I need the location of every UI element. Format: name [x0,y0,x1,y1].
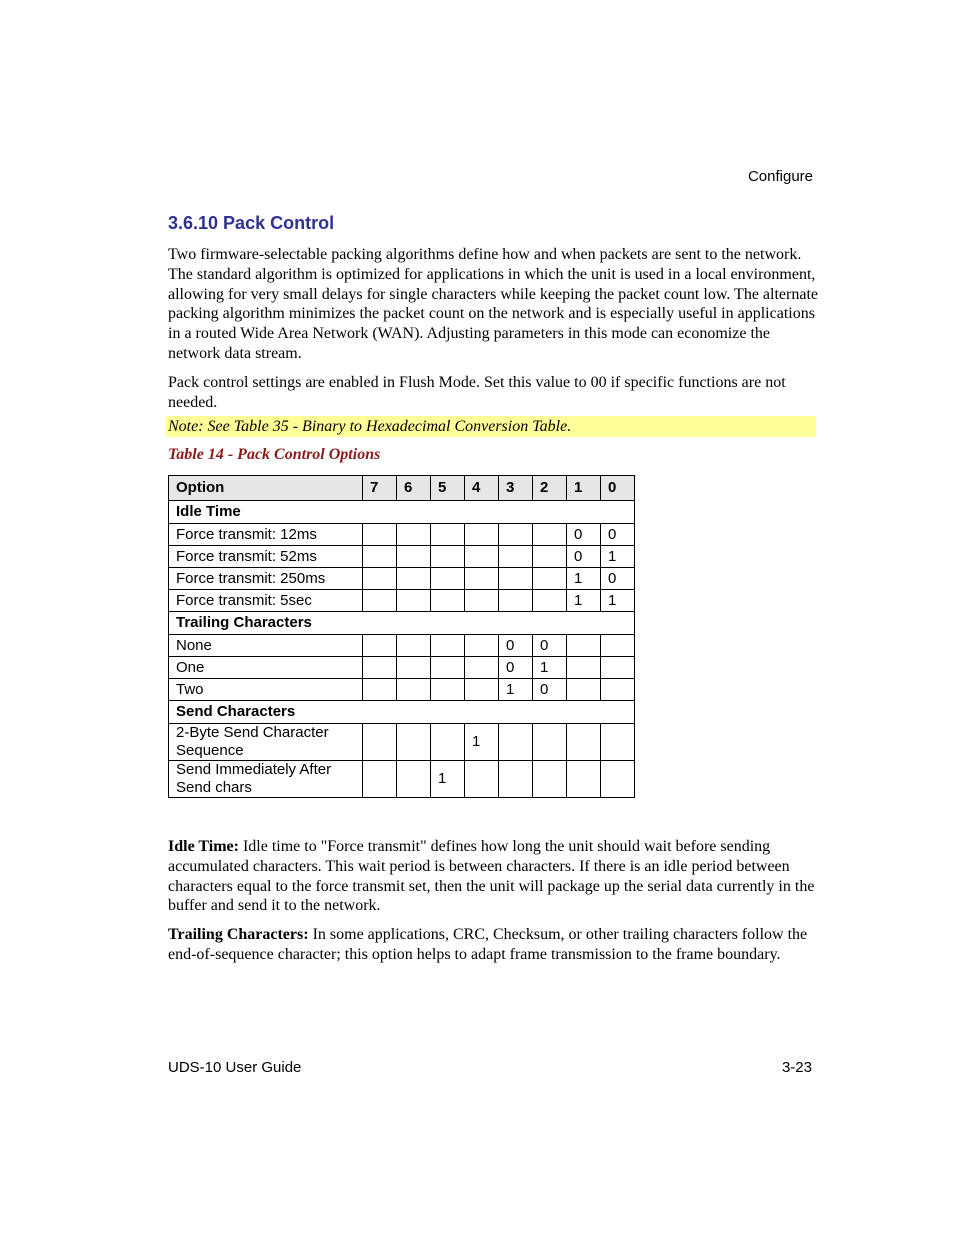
table-row [169,590,635,612]
bit-cell [363,524,397,546]
group-row [169,612,635,635]
group-label: Send Characters [169,701,635,724]
bit-cell: 0 [499,657,533,679]
option-cell: Two [169,679,363,701]
bit-cell [363,546,397,568]
bit-cell [499,590,533,612]
header-bit: 5 [431,476,465,501]
header-bit: 1 [567,476,601,501]
section-title: 3.6.10 Pack Control [168,213,335,233]
bit-cell [397,761,431,798]
table-body [169,501,635,798]
table-row [169,568,635,590]
intro-paragraph: Two firmware-selectable packing algorithms define how and when packets are sent to the network. The standard algorithm is optimized for applications in which the unit is used in a local environment, allowing for very small delays for single characters while keeping the packet count low. The alternate packing algorithm minimizes the packet count on the network and is especially useful in applications in a routed Wide Area Network (WAN). Adjusting parameters in this mode can economize the network data stream. [168,246,818,362]
header-bit: 0 [601,476,635,501]
option-cell: 2-Byte Send Character Sequence [169,724,363,761]
bit-cell: 1 [567,568,601,590]
option-cell: One [169,657,363,679]
bit-cell [397,546,431,568]
bit-cell [397,724,431,761]
table-row [169,761,635,798]
bit-cell [499,546,533,568]
bit-cell [431,657,465,679]
bit-cell [465,657,499,679]
note-highlight: Note: See Table 35 - Binary to Hexadecimal Conversion Table. [166,416,816,437]
bit-cell: 1 [601,590,635,612]
bit-cell [431,590,465,612]
bit-cell [397,568,431,590]
header-option: Option [169,476,363,501]
bit-cell [465,679,499,701]
bit-cell [363,590,397,612]
bit-cell [499,568,533,590]
flush-mode-paragraph: Pack control settings are enabled in Flush Mode. Set this value to 00 if specific functions are not needed. [168,374,786,411]
idle-time-term: Idle Time: [168,838,239,855]
bit-cell [499,724,533,761]
bit-cell [397,524,431,546]
bit-cell: 0 [499,635,533,657]
trailing-characters-term: Trailing Characters: [168,926,309,943]
bit-cell [363,568,397,590]
bit-cell [465,635,499,657]
footer-page-number: 3-23 [781,1059,812,1076]
bit-cell [601,657,635,679]
table-caption: Table 14 - Pack Control Options [168,446,381,463]
bit-cell [431,546,465,568]
table-row [169,524,635,546]
running-header: Configure [747,168,813,185]
bit-cell [601,761,635,798]
bit-cell [567,635,601,657]
trailing-characters-text: In some applications, CRC, Checksum, or other trailing characters follow the end-of-sequence character; this option helps to adapt frame transmission to the frame boundary. [168,926,808,963]
bit-cell: 0 [601,524,635,546]
bit-cell: 0 [567,546,601,568]
bit-cell [363,724,397,761]
bit-cell: 1 [499,679,533,701]
footer-guide-name: UDS-10 User Guide [168,1059,302,1076]
bit-cell [567,657,601,679]
bit-cell [465,546,499,568]
bit-cell [465,761,499,798]
bit-cell [431,679,465,701]
bit-cell [363,679,397,701]
bit-cell [363,635,397,657]
group-label: Idle Time [169,501,635,524]
bit-cell [431,524,465,546]
header-bit: 6 [397,476,431,501]
table-row [169,635,635,657]
bit-cell [533,724,567,761]
header-bit: 7 [363,476,397,501]
bit-cell [465,590,499,612]
group-label: Trailing Characters [169,612,635,635]
table-header-row [169,476,635,501]
bit-cell [567,679,601,701]
option-cell: Force transmit: 250ms [169,568,363,590]
bit-cell: 0 [567,524,601,546]
bit-cell: 1 [601,546,635,568]
bit-cell: 0 [601,568,635,590]
bit-cell [533,568,567,590]
bit-cell [431,724,465,761]
bit-cell [431,568,465,590]
bit-cell [465,524,499,546]
bit-cell [567,724,601,761]
bit-cell [363,657,397,679]
group-row [169,701,635,724]
option-cell: Force transmit: 52ms [169,546,363,568]
bit-cell: 0 [533,679,567,701]
bit-cell [397,590,431,612]
pack-control-options-table [168,475,635,798]
bit-cell [397,679,431,701]
bit-cell: 0 [533,635,567,657]
idle-time-text: Idle time to "Force transmit" defines how long the unit should wait before sending accumulated characters. This wait period is between characters. If there is an idle period between characters equal to the force transmit set, then the unit will package up the serial data currently in the buffer and send it to the network. [168,838,815,915]
header-bit: 4 [465,476,499,501]
option-cell: Force transmit: 5sec [169,590,363,612]
bit-cell [533,590,567,612]
table-row [169,546,635,568]
bit-cell: 1 [567,590,601,612]
option-cell: None [169,635,363,657]
bit-cell [397,657,431,679]
bit-cell [601,635,635,657]
header-bit: 2 [533,476,567,501]
idle-time-description [168,837,818,916]
bit-cell: 1 [431,761,465,798]
bit-cell: 1 [533,657,567,679]
bit-cell [533,546,567,568]
bit-cell [533,524,567,546]
bit-cell [499,524,533,546]
bit-cell [465,568,499,590]
bit-cell [431,635,465,657]
bit-cell [499,761,533,798]
option-cell: Force transmit: 12ms [169,524,363,546]
table-row [169,724,635,761]
table-row [169,679,635,701]
bit-cell: 1 [465,724,499,761]
group-row [169,501,635,524]
bit-cell [567,761,601,798]
bit-cell [397,635,431,657]
table-row [169,657,635,679]
bit-cell [601,724,635,761]
bit-cell [533,761,567,798]
trailing-characters-description [168,925,818,965]
header-bit: 3 [499,476,533,501]
bit-cell [363,761,397,798]
option-cell: Send Immediately After Send chars [169,761,363,798]
bit-cell [601,679,635,701]
